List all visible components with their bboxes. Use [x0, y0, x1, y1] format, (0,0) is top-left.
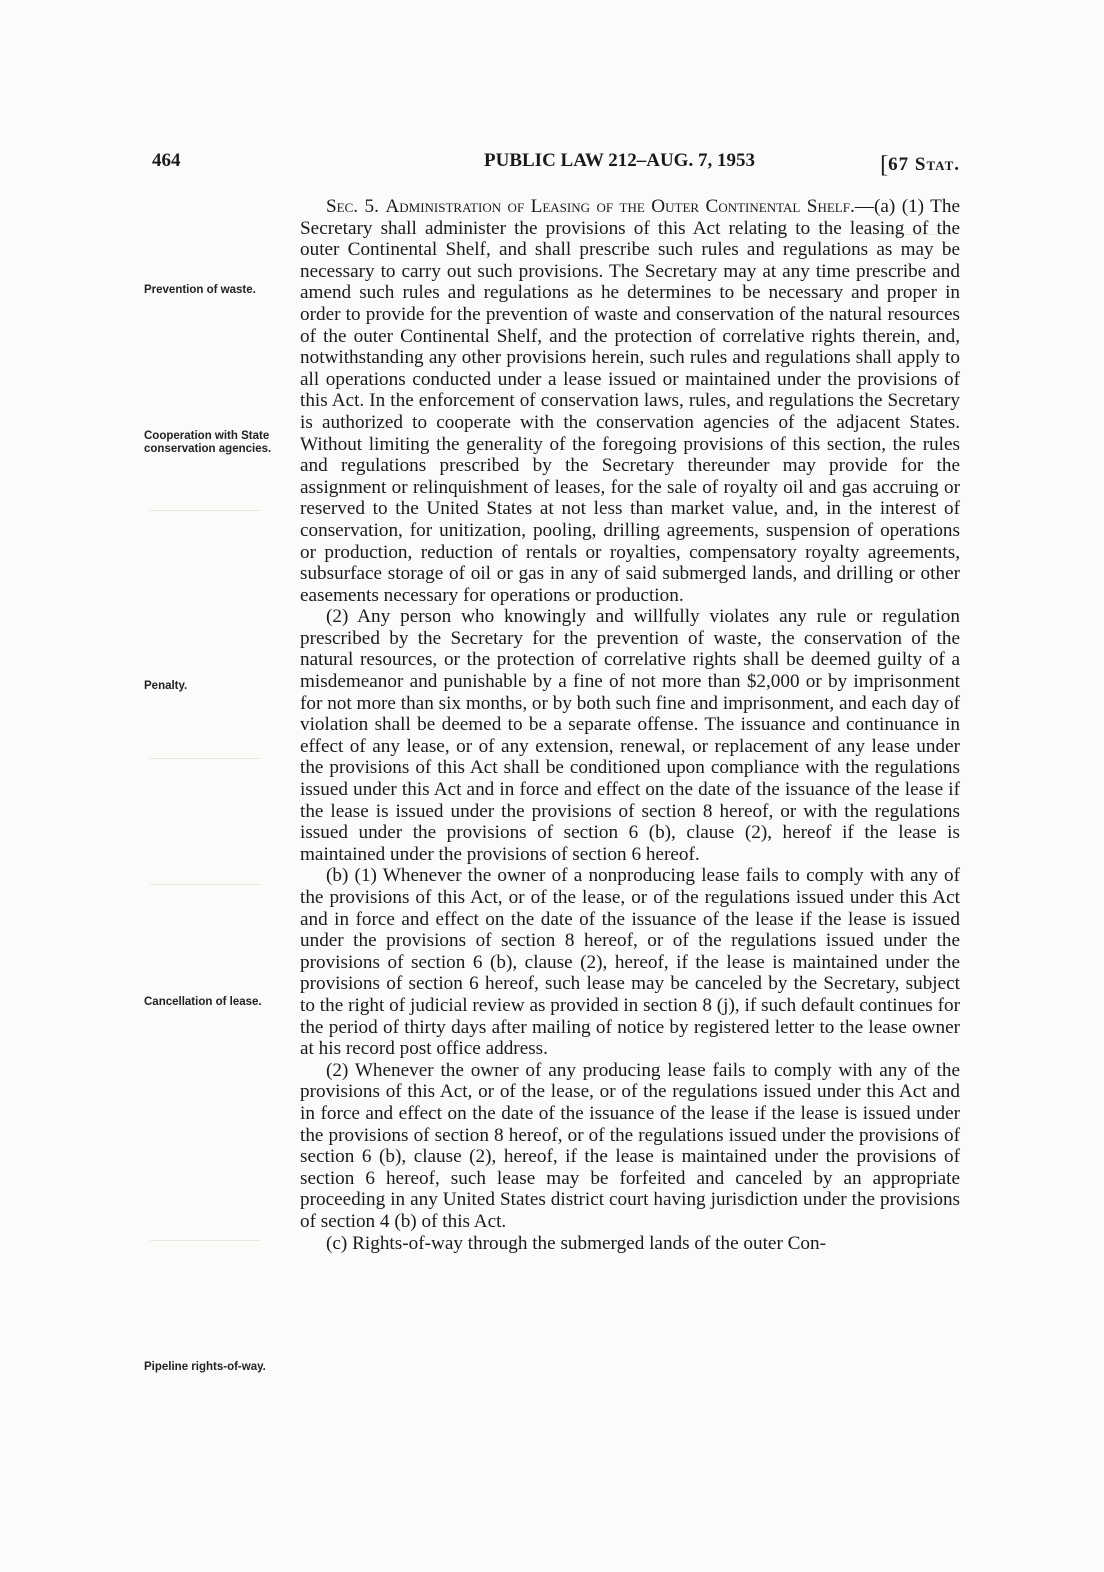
margin-note-prevention-of-waste: Prevention of waste. [144, 284, 256, 296]
section-number: Sec. 5. [326, 196, 379, 217]
paragraph-cancellation-producing: (2) Whenever the owner of any producing lease fails to comply with any of the provisions of this Act, or of the lease, or of the regulations issued under this Act and in force and effect on the date of the issuance of the lease if the lease is issued under the provisions of section 8 hereof, or of the regulations issued under the provisions of section 6 (b), clause (2), hereof, if the lease is maintained under the provisions of section 6 hereof, such lease may be forfeited and canceled by an appropriate proceeding in any United States district court having jurisdiction under the provisions of section 4 (b) of this Act. [300, 1059, 960, 1232]
page-header [152, 150, 960, 178]
section-5a1-text: —(a) (1) The Secretary shall administer the provisions of this Act relating to the leasing of the outer Continental Shelf, and shall prescribe such rules and regulations as may be necessary to carry out such provisions. The Secretary may at any time prescribe and amend such rules and regulations as he determines to be necessary and proper in order to provide for the prevention of waste and conservation of the natural resources of the outer Continental Shelf, and the protection of correlative rights therein, and, notwithstanding any other provisions herein, such rules and regulations shall apply to all operations conducted under a lease issued or maintained under the provisions of this Act. In the enforcement of conservation laws, rules, and regulations the Secretary is authorized to cooperate with the conservation agencies of the adjacent States. Without limiting the generality of the foregoing provisions of this section, the rules and regulations prescribed by the Secretary thereunder may provide for the assignment or relinquishment of leases, for the sale of royalty oil and gas accruing or reserved to the United States at not less than market value, and, in the interest of conservation, for unitization, pooling, drilling agreements, suspension of operations or production, reduction of rentals or royalties, compensatory royalty agreements, subsurface storage of oil or gas in any of said submerged lands, and drilling or other easements necessary for operations or production. [300, 196, 961, 606]
bleed-through-mark [150, 758, 260, 773]
margin-note-pipeline: Pipeline rights-of-way. [144, 1361, 266, 1373]
running-title: PUBLIC LAW 212–AUG. 7, 1953 [484, 150, 755, 171]
margin-note-cancellation: Cancellation of lease. [144, 996, 262, 1008]
bleed-through-mark [150, 510, 260, 525]
paragraph-rights-of-way: (c) Rights-of-way through the submerged lands of the outer Con- [326, 1232, 827, 1254]
statute-reference [880, 150, 960, 177]
body-text [300, 196, 960, 1254]
statute-label: 67 Stat. [888, 154, 960, 175]
bleed-through-mark [150, 1240, 260, 1255]
margin-note-cooperation: Cooperation with State conservation agencies. [144, 430, 272, 455]
bleed-through-mark [150, 884, 260, 899]
section-heading: Administration of Leasing of the Outer Continental Shelf. [385, 196, 855, 217]
statute-bracket: [ [880, 152, 889, 178]
margin-note-penalty: Penalty. [144, 680, 188, 692]
paragraph-cancellation-nonproducing: (b) (1) Whenever the owner of a nonproducing lease fails to comply with any of the provisions of this Act, or of the lease, or of the regulations issued under this Act and in force and effect on the date of the issuance of the lease if the lease is issued under the provisions of section 8 hereof, or of the regulations issued under the provisions of section 6 (b), clause (2), hereof, if the lease is maintained under the provisions of section 6 hereof, such lease may be canceled by the Secretary, subject to the right of judicial review as provided in section 8 (j), if such default continues for the period of thirty days after mailing of notice by registered letter to the lease owner at his record post office address. [300, 865, 960, 1060]
section-5-paragraph [300, 196, 960, 606]
paragraph-penalty: (2) Any person who knowingly and willfully violates any rule or regulation prescribed by the Secretary for the prevention of waste, the conservation of the natural resources, or the protection of correlative rights shall be deemed guilty of a misdemeanor and punishable by a fine of not more than $2,000 or by imprisonment for not more than six months, or by both such fine and imprisonment, and each day of violation shall be deemed to be a separate offense. The issuance and continuance in effect of any lease, or of any extension, renewal, or replacement of any lease under the provisions of this Act shall be conditioned upon compliance with the regulations issued under this Act and in force and effect on the date of the issuance of the lease if the lease is issued under the provisions of section 8 hereof, or with the regulations issued under the provisions of section 6 (b), clause (2), hereof if the lease is maintained under the provisions of section 6 hereof. [300, 606, 960, 865]
page-number: 464 [152, 150, 181, 171]
